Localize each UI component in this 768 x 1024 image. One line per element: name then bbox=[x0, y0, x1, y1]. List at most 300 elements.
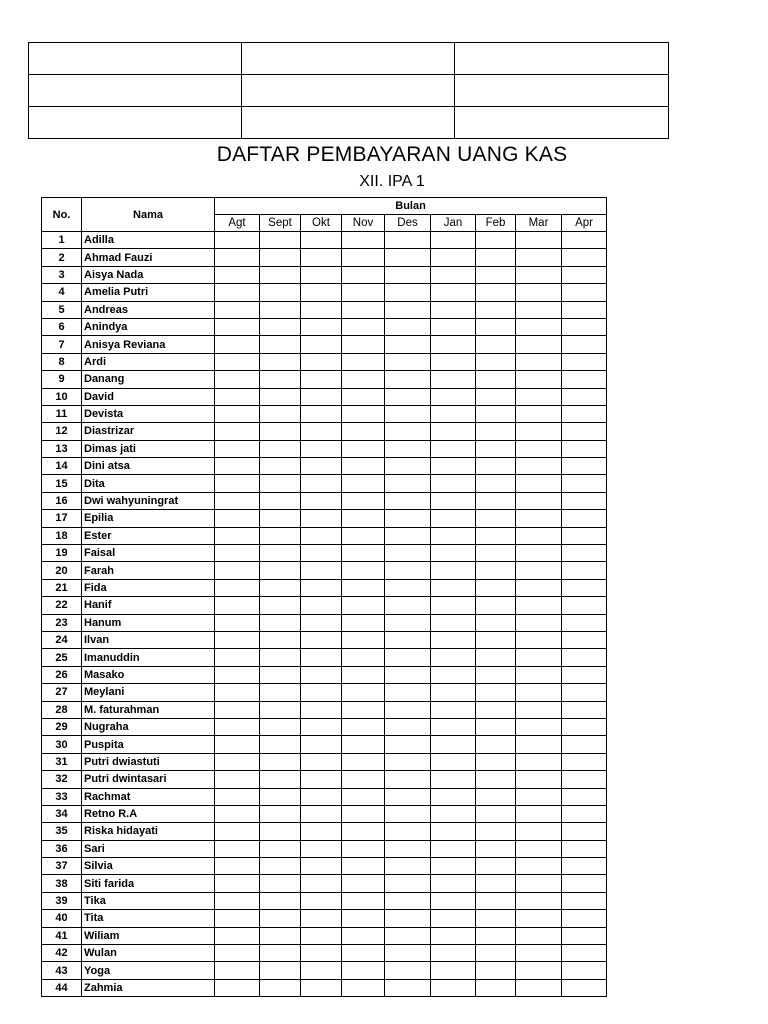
payment-cell-jan bbox=[431, 458, 476, 475]
payment-cell-sept bbox=[260, 458, 301, 475]
payment-cell-mar bbox=[516, 858, 562, 875]
payment-cell-feb bbox=[476, 666, 516, 683]
table-row bbox=[42, 458, 607, 475]
payment-cell-sept bbox=[260, 979, 301, 996]
payment-cell-jan bbox=[431, 666, 476, 683]
payment-cell-des bbox=[385, 840, 431, 857]
payment-cell-mar bbox=[516, 440, 562, 457]
student-name: Dita bbox=[82, 475, 215, 492]
month-header-jan: Jan bbox=[431, 215, 476, 232]
student-name: Faisal bbox=[82, 545, 215, 562]
table-row bbox=[42, 545, 607, 562]
payment-cell-mar bbox=[516, 979, 562, 996]
table-row bbox=[42, 614, 607, 631]
student-name: Ilvan bbox=[82, 631, 215, 648]
payment-cell-mar bbox=[516, 318, 562, 335]
payment-cell-apr bbox=[562, 945, 607, 962]
payment-cell-agt bbox=[215, 631, 260, 648]
student-name: Puspita bbox=[82, 736, 215, 753]
table-row bbox=[42, 927, 607, 944]
payment-cell-sept bbox=[260, 718, 301, 735]
column-header-bulan: Bulan bbox=[215, 198, 607, 215]
payment-cell-mar bbox=[516, 232, 562, 249]
row-number: 37 bbox=[42, 858, 82, 875]
payment-cell-agt bbox=[215, 614, 260, 631]
row-number: 18 bbox=[42, 527, 82, 544]
payment-cell-okt bbox=[301, 666, 342, 683]
student-name: Siti farida bbox=[82, 875, 215, 892]
payment-cell-des bbox=[385, 458, 431, 475]
payment-cell-jan bbox=[431, 979, 476, 996]
payment-cell-okt bbox=[301, 440, 342, 457]
student-name: Ester bbox=[82, 527, 215, 544]
row-number: 7 bbox=[42, 336, 82, 353]
student-name: Tita bbox=[82, 910, 215, 927]
table-row bbox=[42, 753, 607, 770]
payment-cell-sept bbox=[260, 910, 301, 927]
payment-cell-mar bbox=[516, 614, 562, 631]
month-header-des: Des bbox=[385, 215, 431, 232]
payment-cell-apr bbox=[562, 979, 607, 996]
payment-cell-apr bbox=[562, 666, 607, 683]
payment-cell-sept bbox=[260, 388, 301, 405]
payment-cell-sept bbox=[260, 788, 301, 805]
payment-cell-sept bbox=[260, 492, 301, 509]
payment-cell-agt bbox=[215, 823, 260, 840]
student-name: Anindya bbox=[82, 318, 215, 335]
payment-cell-des bbox=[385, 892, 431, 909]
payment-cell-sept bbox=[260, 701, 301, 718]
payment-cell-des bbox=[385, 318, 431, 335]
student-name: Tika bbox=[82, 892, 215, 909]
student-name: Riska hidayati bbox=[82, 823, 215, 840]
payment-cell-jan bbox=[431, 492, 476, 509]
blank-cell bbox=[455, 75, 669, 107]
payment-cell-nov bbox=[342, 353, 385, 370]
payment-cell-mar bbox=[516, 910, 562, 927]
payment-cell-mar bbox=[516, 892, 562, 909]
payment-cell-nov bbox=[342, 510, 385, 527]
payment-cell-nov bbox=[342, 284, 385, 301]
payment-cell-feb bbox=[476, 649, 516, 666]
payment-cell-agt bbox=[215, 840, 260, 857]
payment-cell-des bbox=[385, 371, 431, 388]
row-number: 25 bbox=[42, 649, 82, 666]
payment-cell-nov bbox=[342, 718, 385, 735]
payment-cell-okt bbox=[301, 892, 342, 909]
payment-cell-des bbox=[385, 527, 431, 544]
row-number: 2 bbox=[42, 249, 82, 266]
payment-cell-mar bbox=[516, 266, 562, 283]
payment-cell-apr bbox=[562, 301, 607, 318]
row-number: 38 bbox=[42, 875, 82, 892]
column-header-nama: Nama bbox=[82, 198, 215, 232]
payment-cell-feb bbox=[476, 979, 516, 996]
payment-cell-feb bbox=[476, 405, 516, 422]
payment-cell-jan bbox=[431, 423, 476, 440]
payment-cell-feb bbox=[476, 527, 516, 544]
payment-cell-sept bbox=[260, 614, 301, 631]
payment-cell-jan bbox=[431, 927, 476, 944]
payment-cell-okt bbox=[301, 649, 342, 666]
payment-cell-nov bbox=[342, 527, 385, 544]
student-name: Yoga bbox=[82, 962, 215, 979]
payment-cell-nov bbox=[342, 249, 385, 266]
table-row bbox=[42, 527, 607, 544]
payment-cell-apr bbox=[562, 892, 607, 909]
payment-cell-nov bbox=[342, 736, 385, 753]
table-row bbox=[42, 266, 607, 283]
row-number: 12 bbox=[42, 423, 82, 440]
payment-cell-sept bbox=[260, 475, 301, 492]
payment-cell-okt bbox=[301, 318, 342, 335]
student-name: Silvia bbox=[82, 858, 215, 875]
payment-cell-nov bbox=[342, 823, 385, 840]
student-name: Putri dwiastuti bbox=[82, 753, 215, 770]
payment-cell-agt bbox=[215, 597, 260, 614]
payment-cell-nov bbox=[342, 892, 385, 909]
payment-cell-nov bbox=[342, 945, 385, 962]
student-name: Dimas jati bbox=[82, 440, 215, 457]
document-title: DAFTAR PEMBAYARAN UANG KAS bbox=[216, 143, 568, 166]
payment-cell-mar bbox=[516, 788, 562, 805]
payment-cell-mar bbox=[516, 805, 562, 822]
payment-cell-feb bbox=[476, 597, 516, 614]
payment-cell-des bbox=[385, 614, 431, 631]
table-body bbox=[42, 232, 607, 997]
payment-cell-des bbox=[385, 736, 431, 753]
blank-cell bbox=[29, 43, 242, 75]
payment-cell-mar bbox=[516, 945, 562, 962]
payment-cell-apr bbox=[562, 805, 607, 822]
table-row bbox=[42, 579, 607, 596]
table-row bbox=[42, 492, 607, 509]
payment-cell-jan bbox=[431, 527, 476, 544]
row-number: 27 bbox=[42, 684, 82, 701]
payment-cell-des bbox=[385, 718, 431, 735]
payment-cell-okt bbox=[301, 579, 342, 596]
table-row bbox=[42, 510, 607, 527]
payment-cell-agt bbox=[215, 284, 260, 301]
payment-cell-jan bbox=[431, 318, 476, 335]
table-row bbox=[42, 910, 607, 927]
payment-cell-feb bbox=[476, 336, 516, 353]
payment-cell-des bbox=[385, 440, 431, 457]
payment-cell-okt bbox=[301, 336, 342, 353]
row-number: 16 bbox=[42, 492, 82, 509]
payment-cell-jan bbox=[431, 388, 476, 405]
payment-cell-sept bbox=[260, 805, 301, 822]
payment-cell-nov bbox=[342, 649, 385, 666]
payment-cell-jan bbox=[431, 249, 476, 266]
payment-cell-nov bbox=[342, 805, 385, 822]
payment-cell-okt bbox=[301, 840, 342, 857]
payment-cell-okt bbox=[301, 353, 342, 370]
payment-cell-agt bbox=[215, 510, 260, 527]
payment-cell-des bbox=[385, 979, 431, 996]
row-number: 24 bbox=[42, 631, 82, 648]
payment-cell-agt bbox=[215, 910, 260, 927]
payment-cell-sept bbox=[260, 823, 301, 840]
payment-cell-jan bbox=[431, 649, 476, 666]
payment-cell-agt bbox=[215, 962, 260, 979]
payment-cell-feb bbox=[476, 927, 516, 944]
payment-cell-okt bbox=[301, 631, 342, 648]
payment-cell-sept bbox=[260, 336, 301, 353]
payment-cell-agt bbox=[215, 701, 260, 718]
payment-cell-apr bbox=[562, 510, 607, 527]
payment-cell-nov bbox=[342, 388, 385, 405]
student-name: Ahmad Fauzi bbox=[82, 249, 215, 266]
payment-cell-mar bbox=[516, 840, 562, 857]
payment-cell-feb bbox=[476, 962, 516, 979]
payment-cell-okt bbox=[301, 266, 342, 283]
row-number: 26 bbox=[42, 666, 82, 683]
month-header-sept: Sept bbox=[260, 215, 301, 232]
payment-cell-agt bbox=[215, 945, 260, 962]
student-name: Zahmia bbox=[82, 979, 215, 996]
payment-cell-jan bbox=[431, 788, 476, 805]
payment-cell-apr bbox=[562, 388, 607, 405]
student-name: Epilia bbox=[82, 510, 215, 527]
payment-cell-des bbox=[385, 753, 431, 770]
payment-cell-sept bbox=[260, 440, 301, 457]
payment-cell-mar bbox=[516, 875, 562, 892]
payment-cell-okt bbox=[301, 858, 342, 875]
payment-cell-feb bbox=[476, 753, 516, 770]
payment-cell-sept bbox=[260, 684, 301, 701]
payment-cell-mar bbox=[516, 823, 562, 840]
payment-cell-apr bbox=[562, 405, 607, 422]
payment-cell-okt bbox=[301, 388, 342, 405]
payment-cell-feb bbox=[476, 858, 516, 875]
payment-cell-agt bbox=[215, 492, 260, 509]
payment-cell-jan bbox=[431, 510, 476, 527]
payment-cell-des bbox=[385, 910, 431, 927]
payment-cell-feb bbox=[476, 614, 516, 631]
payment-cell-okt bbox=[301, 562, 342, 579]
payment-cell-nov bbox=[342, 684, 385, 701]
payment-cell-mar bbox=[516, 701, 562, 718]
payment-cell-jan bbox=[431, 597, 476, 614]
payment-cell-apr bbox=[562, 232, 607, 249]
payment-cell-agt bbox=[215, 232, 260, 249]
payment-cell-feb bbox=[476, 475, 516, 492]
row-number: 32 bbox=[42, 771, 82, 788]
payment-cell-feb bbox=[476, 701, 516, 718]
month-header-agt: Agt bbox=[215, 215, 260, 232]
payment-cell-mar bbox=[516, 545, 562, 562]
student-name: Amelia Putri bbox=[82, 284, 215, 301]
table-row bbox=[42, 718, 607, 735]
payment-cell-feb bbox=[476, 353, 516, 370]
student-name: Fida bbox=[82, 579, 215, 596]
payment-cell-apr bbox=[562, 753, 607, 770]
payment-cell-des bbox=[385, 858, 431, 875]
payment-cell-des bbox=[385, 388, 431, 405]
payment-cell-apr bbox=[562, 962, 607, 979]
student-name: Putri dwintasari bbox=[82, 771, 215, 788]
row-number: 14 bbox=[42, 458, 82, 475]
row-number: 34 bbox=[42, 805, 82, 822]
row-number: 13 bbox=[42, 440, 82, 457]
payment-cell-okt bbox=[301, 684, 342, 701]
payment-cell-apr bbox=[562, 475, 607, 492]
payment-cell-apr bbox=[562, 875, 607, 892]
payment-cell-des bbox=[385, 962, 431, 979]
payment-cell-des bbox=[385, 823, 431, 840]
payment-cell-mar bbox=[516, 388, 562, 405]
payment-cell-agt bbox=[215, 684, 260, 701]
payment-cell-agt bbox=[215, 318, 260, 335]
payment-cell-apr bbox=[562, 597, 607, 614]
payment-cell-agt bbox=[215, 458, 260, 475]
payment-cell-apr bbox=[562, 684, 607, 701]
payment-cell-des bbox=[385, 631, 431, 648]
payment-cell-mar bbox=[516, 649, 562, 666]
payment-cell-sept bbox=[260, 840, 301, 857]
table-row bbox=[42, 597, 607, 614]
payment-cell-des bbox=[385, 232, 431, 249]
row-number: 30 bbox=[42, 736, 82, 753]
payment-cell-okt bbox=[301, 962, 342, 979]
payment-cell-mar bbox=[516, 718, 562, 735]
payment-cell-okt bbox=[301, 371, 342, 388]
payment-cell-mar bbox=[516, 405, 562, 422]
payment-cell-sept bbox=[260, 371, 301, 388]
payment-cell-mar bbox=[516, 284, 562, 301]
payment-cell-feb bbox=[476, 718, 516, 735]
payment-cell-jan bbox=[431, 840, 476, 857]
payment-cell-feb bbox=[476, 440, 516, 457]
student-name: Wiliam bbox=[82, 927, 215, 944]
row-number: 10 bbox=[42, 388, 82, 405]
row-number: 19 bbox=[42, 545, 82, 562]
table-row bbox=[42, 388, 607, 405]
payment-cell-sept bbox=[260, 736, 301, 753]
payment-cell-agt bbox=[215, 875, 260, 892]
payment-cell-mar bbox=[516, 562, 562, 579]
payment-cell-okt bbox=[301, 771, 342, 788]
payment-cell-nov bbox=[342, 910, 385, 927]
table-row bbox=[42, 875, 607, 892]
student-name: Rachmat bbox=[82, 788, 215, 805]
payment-cell-mar bbox=[516, 353, 562, 370]
payment-cell-feb bbox=[476, 266, 516, 283]
payment-cell-mar bbox=[516, 371, 562, 388]
row-number: 43 bbox=[42, 962, 82, 979]
payment-cell-feb bbox=[476, 945, 516, 962]
payment-cell-mar bbox=[516, 336, 562, 353]
payment-cell-apr bbox=[562, 562, 607, 579]
payment-cell-agt bbox=[215, 266, 260, 283]
payment-cell-mar bbox=[516, 771, 562, 788]
blank-cell bbox=[29, 107, 242, 139]
payment-cell-feb bbox=[476, 684, 516, 701]
payment-cell-feb bbox=[476, 562, 516, 579]
payment-cell-mar bbox=[516, 684, 562, 701]
payment-cell-agt bbox=[215, 736, 260, 753]
student-name: Imanuddin bbox=[82, 649, 215, 666]
payment-cell-apr bbox=[562, 440, 607, 457]
payment-cell-nov bbox=[342, 266, 385, 283]
payment-cell-apr bbox=[562, 649, 607, 666]
student-name: Dini atsa bbox=[82, 458, 215, 475]
payment-cell-sept bbox=[260, 301, 301, 318]
student-name: Sari bbox=[82, 840, 215, 857]
payment-cell-sept bbox=[260, 666, 301, 683]
payment-cell-apr bbox=[562, 458, 607, 475]
payment-cell-des bbox=[385, 492, 431, 509]
payment-cell-nov bbox=[342, 771, 385, 788]
payment-cell-nov bbox=[342, 597, 385, 614]
student-name: Nugraha bbox=[82, 718, 215, 735]
payment-cell-okt bbox=[301, 927, 342, 944]
payment-cell-des bbox=[385, 284, 431, 301]
table-row bbox=[42, 631, 607, 648]
payment-cell-apr bbox=[562, 718, 607, 735]
payment-cell-mar bbox=[516, 753, 562, 770]
blank-cell bbox=[242, 43, 455, 75]
payment-cell-okt bbox=[301, 492, 342, 509]
student-name: Meylani bbox=[82, 684, 215, 701]
payment-cell-sept bbox=[260, 962, 301, 979]
table-row bbox=[42, 701, 607, 718]
payment-cell-apr bbox=[562, 579, 607, 596]
payment-cell-nov bbox=[342, 318, 385, 335]
payment-cell-sept bbox=[260, 266, 301, 283]
payment-cell-apr bbox=[562, 527, 607, 544]
payment-cell-jan bbox=[431, 440, 476, 457]
payment-cell-okt bbox=[301, 614, 342, 631]
payment-cell-feb bbox=[476, 301, 516, 318]
payment-cell-okt bbox=[301, 527, 342, 544]
payment-cell-nov bbox=[342, 875, 385, 892]
payment-cell-jan bbox=[431, 805, 476, 822]
payment-cell-agt bbox=[215, 423, 260, 440]
payment-cell-agt bbox=[215, 927, 260, 944]
payment-cell-apr bbox=[562, 545, 607, 562]
payment-cell-des bbox=[385, 666, 431, 683]
payment-cell-okt bbox=[301, 753, 342, 770]
payment-cell-feb bbox=[476, 736, 516, 753]
payment-cell-okt bbox=[301, 945, 342, 962]
row-number: 40 bbox=[42, 910, 82, 927]
payment-cell-jan bbox=[431, 545, 476, 562]
payment-cell-apr bbox=[562, 249, 607, 266]
payment-cell-apr bbox=[562, 840, 607, 857]
row-number: 35 bbox=[42, 823, 82, 840]
payment-cell-des bbox=[385, 684, 431, 701]
payment-cell-mar bbox=[516, 423, 562, 440]
row-number: 9 bbox=[42, 371, 82, 388]
payment-cell-jan bbox=[431, 858, 476, 875]
payment-cell-nov bbox=[342, 492, 385, 509]
row-number: 28 bbox=[42, 701, 82, 718]
payment-cell-agt bbox=[215, 718, 260, 735]
payment-cell-sept bbox=[260, 649, 301, 666]
payment-cell-feb bbox=[476, 423, 516, 440]
row-number: 23 bbox=[42, 614, 82, 631]
payment-cell-agt bbox=[215, 545, 260, 562]
payment-cell-feb bbox=[476, 875, 516, 892]
payment-cell-jan bbox=[431, 771, 476, 788]
row-number: 3 bbox=[42, 266, 82, 283]
payment-cell-sept bbox=[260, 771, 301, 788]
payment-cell-feb bbox=[476, 232, 516, 249]
payment-cell-des bbox=[385, 545, 431, 562]
payment-cell-jan bbox=[431, 371, 476, 388]
